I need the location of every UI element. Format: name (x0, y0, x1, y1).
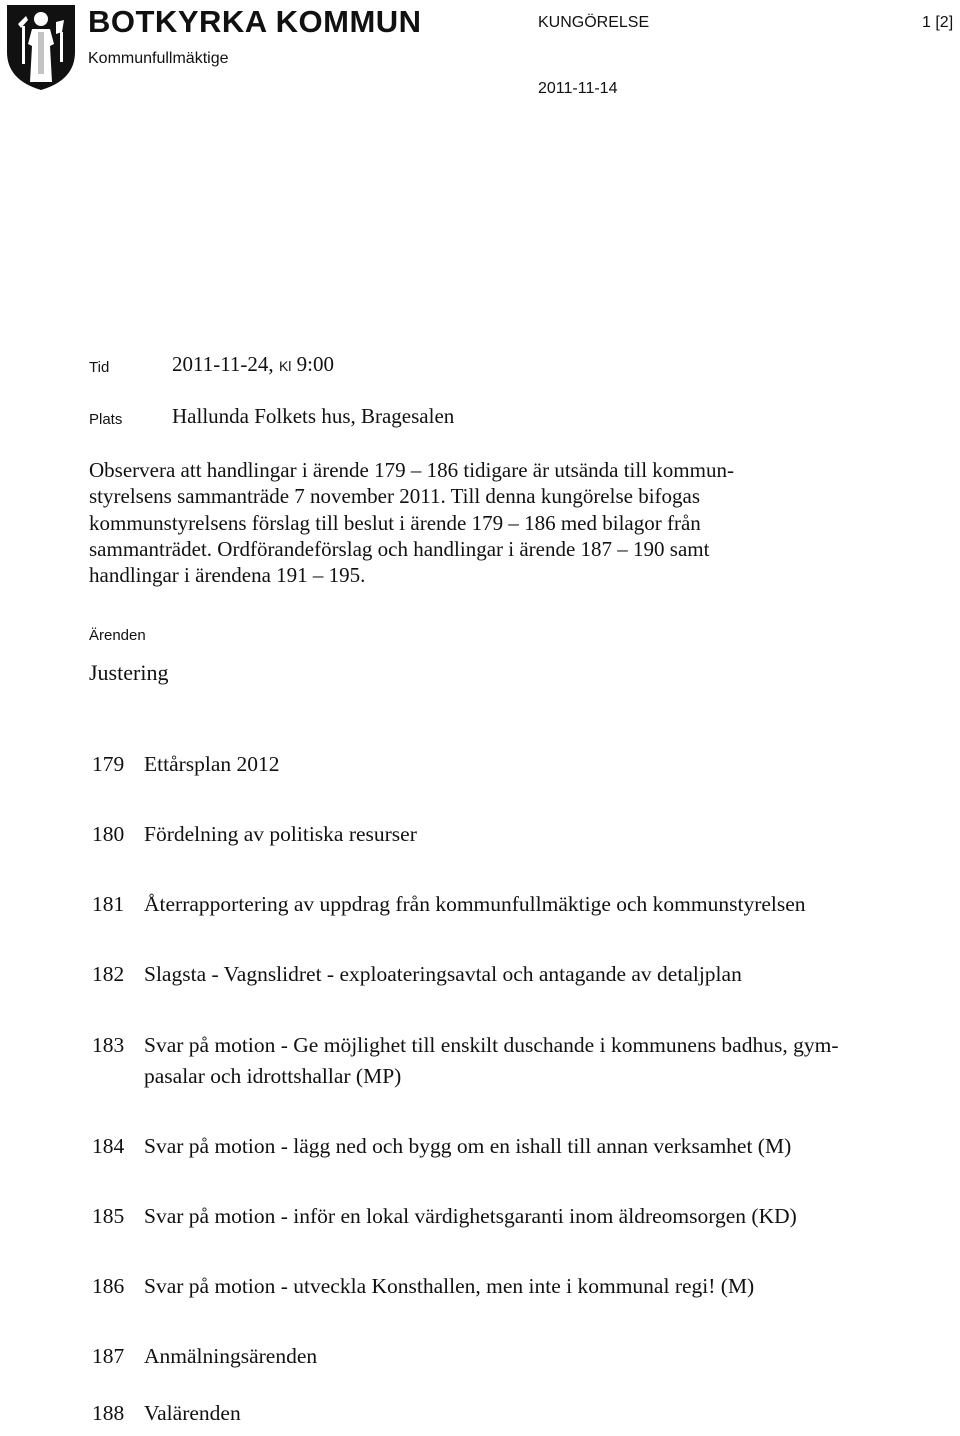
agenda-item-title: Anmälningsärenden (144, 1344, 318, 1368)
agenda-item-number: 180 (92, 822, 125, 846)
time-kl: Kl (278, 358, 292, 374)
agenda-item-title: Svar på motion - inför en lokal värdighetsgaranti inom äldreomsorgen (KD) (144, 1204, 797, 1228)
agenda-item-number: 187 (92, 1344, 125, 1368)
organization-name: BOTKYRKA KOMMUN (88, 4, 422, 39)
agenda-item-number: 188 (92, 1401, 125, 1425)
agenda-item-title-continued: pasalar och idrottshallar (MP) (144, 1064, 402, 1088)
justering-heading: Justering (89, 660, 169, 685)
agenda-item-number: 182 (92, 962, 125, 986)
agenda-item-number: 184 (92, 1134, 125, 1158)
time-label: Tid (89, 359, 110, 376)
agenda-item-title: Ettårsplan 2012 (144, 752, 280, 776)
agenda-item-number: 181 (92, 892, 125, 916)
time-hour: 9:00 (296, 352, 334, 376)
coat-of-arms-icon (4, 2, 78, 92)
place-value: Hallunda Folkets hus, Bragesalen (172, 404, 455, 428)
agenda-item-number: 183 (92, 1033, 125, 1057)
page-number: 1 [2] (922, 14, 954, 31)
agenda-item-number: 186 (92, 1274, 125, 1298)
agenda-item-title: Fördelning av politiska resurser (144, 822, 417, 846)
notice-line: Observera att handlingar i ärende 179 – 186 tidigare är utsända till kommun- (89, 458, 734, 482)
notice-line: handlingar i ärendena 191 – 195. (89, 563, 366, 588)
agenda-item-title: Svar på motion - utveckla Konsthallen, men inte i kommunal regi! (M) (144, 1274, 755, 1298)
time-date: 2011-11-24, (172, 352, 274, 376)
agenda-item-number: 179 (92, 752, 125, 776)
agenda-item-title: Svar på motion - lägg ned och bygg om en ishall till annan verksamhet (M) (144, 1134, 792, 1158)
document-type: KUNGÖRELSE (538, 14, 650, 31)
agenda-item-title: Valärenden (144, 1401, 241, 1425)
notice-line: kommunstyrelsens förslag till beslut i ärende 179 – 186 med bilagor från (89, 510, 701, 535)
document-date: 2011-11-14 (538, 80, 618, 97)
time-value (172, 352, 334, 377)
notice-line: styrelsens sammanträde 7 november 2011. Till denna kungörelse bifogas (89, 484, 701, 509)
notice-paragraph (89, 457, 849, 588)
place-label: Plats (89, 411, 123, 428)
organization-unit: Kommunfullmäktige (88, 50, 229, 67)
agenda-item-title: Återrapportering av uppdrag från kommunfullmäktige och kommunstyrelsen (144, 892, 806, 916)
section-label: Ärenden (89, 627, 146, 644)
notice-line: sammanträdet. Ordförandeförslag och handlingar i ärende 187 – 190 samt (89, 536, 710, 561)
agenda-item-number: 185 (92, 1204, 125, 1228)
agenda-item-title: Svar på motion - Ge möjlighet till enskilt duschande i kommunens badhus, gym- (144, 1033, 839, 1057)
agenda-item-title: Slagsta - Vagnslidret - exploateringsavtal och antagande av detaljplan (144, 962, 742, 986)
